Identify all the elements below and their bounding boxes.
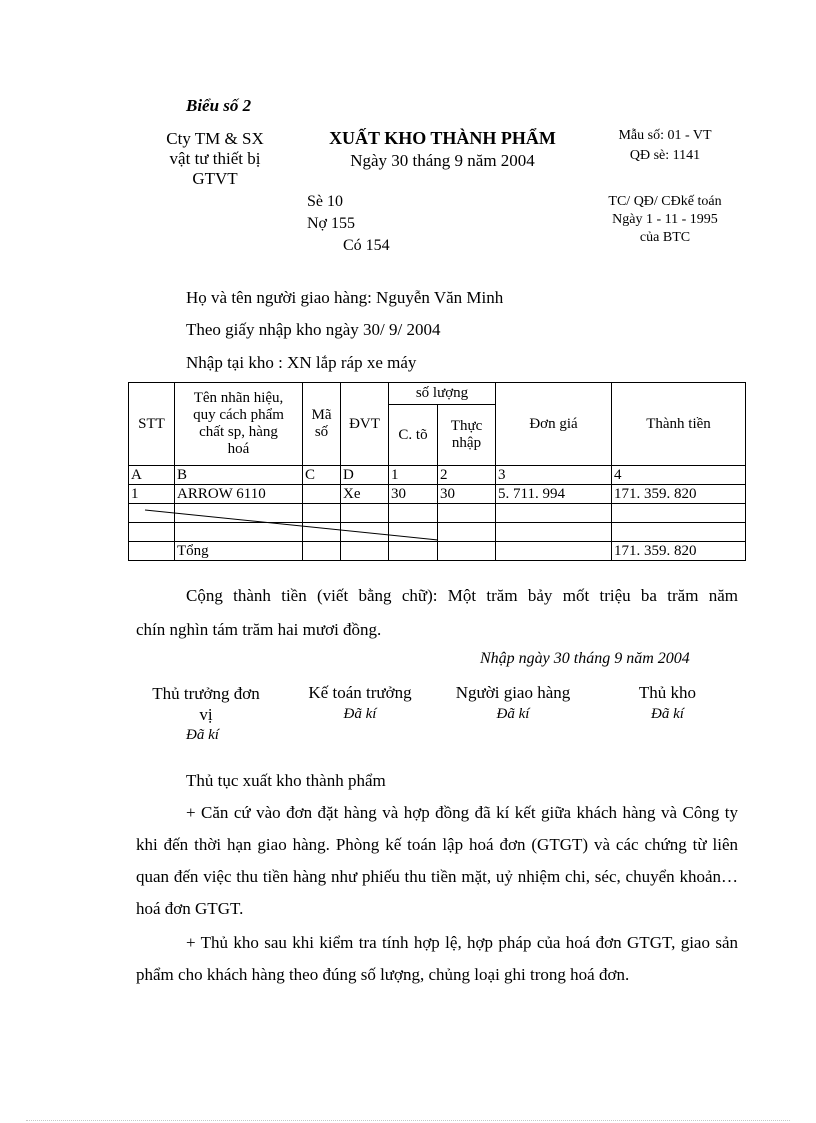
regulation-line: của BTC bbox=[639, 230, 691, 245]
document-date: Ngày 30 tháng 9 năm 2004 bbox=[350, 151, 535, 170]
header-name-line: chất sp, hàng bbox=[199, 424, 278, 440]
deliverer-line: Họ và tên người giao hàng: Nguyễn Văn Minh bbox=[186, 288, 504, 307]
signed-deliverer: Đã kí bbox=[496, 706, 530, 722]
cell-unit-price: 5. 711. 994 bbox=[496, 485, 612, 504]
header-name-line: quy cách phẩm bbox=[193, 407, 284, 423]
debit-account: Nợ 155 bbox=[307, 215, 356, 232]
company-line: Cty TM & SX bbox=[166, 129, 264, 148]
header-name-line: Tên nhãn hiệu, bbox=[193, 390, 284, 406]
header-code-line: Mã bbox=[311, 407, 332, 423]
index-cell: B bbox=[175, 466, 303, 485]
signed-chief-accountant: Đã kí bbox=[343, 706, 377, 722]
signed-head: Đã kí bbox=[186, 727, 219, 743]
header-qty-actual-line: Thực bbox=[450, 418, 483, 434]
index-cell: C bbox=[303, 466, 341, 485]
amount-in-words-line2: chín nghìn tám trăm hai mươi đồng. bbox=[136, 620, 382, 639]
signature-head-line: Thủ trưởng đơn bbox=[152, 684, 260, 703]
signature-deliverer: Người giao hàng bbox=[455, 683, 571, 702]
procedure-paragraph-1: + Căn cứ vào đơn đặt hàng và hợp đồng đã kí kết giữa khách hàng và Công ty khi đến thời hạn giao hàng. Phòng kế toán lập hoá đơn (GTGT) và các chứng từ liên quan đến việc thu tiền hàng như phiếu thu tiền mặt, uỷ nhiệm chi, séc, chuyển khoản… hoá đơn GTGT. bbox=[136, 803, 738, 918]
company-line: GTVT bbox=[192, 169, 238, 188]
cell-stt: 1 bbox=[129, 485, 175, 504]
form-code: Mẫu số: 01 - VT bbox=[618, 128, 712, 143]
procedure-heading: Thủ tục xuất kho thành phẩm bbox=[186, 771, 386, 790]
header-name-line: hoá bbox=[227, 441, 250, 457]
header-qty-document: C. tõ bbox=[389, 405, 438, 466]
cell-name: ARROW 6110 bbox=[175, 485, 303, 504]
total-label: Tổng bbox=[175, 542, 303, 561]
index-cell: 1 bbox=[389, 466, 438, 485]
total-amount: 171. 359. 820 bbox=[612, 542, 746, 561]
signature-storekeeper: Thủ kho bbox=[638, 683, 697, 702]
regulation-line: Ngày 1 - 11 - 1995 bbox=[612, 212, 718, 227]
header-unit-price: Đơn giá bbox=[496, 383, 612, 466]
signature-head bbox=[136, 683, 276, 725]
cell-unit: Xe bbox=[341, 485, 389, 504]
header-quantity: số lượng bbox=[389, 383, 496, 405]
cell-qty-document: 30 bbox=[389, 485, 438, 504]
header-amount: Thành tiền bbox=[612, 383, 746, 466]
regulation-line: TC/ QĐ/ CĐkế toán bbox=[608, 194, 722, 209]
signature-chief-accountant: Kế toán trưởng bbox=[308, 683, 412, 702]
header-stt: STT bbox=[129, 383, 175, 466]
header-unit: ĐVT bbox=[341, 383, 389, 466]
document-title: XUẤT KHO THÀNH PHẨM bbox=[329, 128, 556, 148]
index-cell: 4 bbox=[612, 466, 746, 485]
decision-number: QĐ sè: 1141 bbox=[629, 148, 701, 163]
index-cell: A bbox=[129, 466, 175, 485]
procedure-paragraph-2: + Thủ kho sau khi kiểm tra tính hợp lệ, hợp pháp của hoá đơn GTGT, giao sản phẩm cho khách hàng theo đúng số lượng, chủng loại ghi trong hoá đơn. bbox=[136, 933, 738, 984]
page-divider bbox=[26, 1120, 790, 1121]
index-cell: 2 bbox=[438, 466, 496, 485]
form-number: Biểu số 2 bbox=[186, 96, 252, 115]
signature-date: Nhập ngày 30 tháng 9 năm 2004 bbox=[480, 650, 690, 667]
receipt-line: Theo giấy nhập kho ngày 30/ 9/ 2004 bbox=[186, 320, 441, 339]
voucher-number: Sè 10 bbox=[307, 193, 343, 210]
company-line: vật tư thiết bị bbox=[169, 149, 261, 168]
signature-head-line: vị bbox=[199, 705, 213, 724]
credit-account: Có 154 bbox=[343, 237, 390, 254]
cell-amount: 171. 359. 820 bbox=[612, 485, 746, 504]
header-code-line: số bbox=[314, 424, 329, 440]
header-qty-actual-line: nhập bbox=[451, 435, 482, 451]
index-cell: D bbox=[341, 466, 389, 485]
amount-in-words-line1: Cộng thành tiền (viết bằng chữ): Một trăm bảy mốt triệu ba trăm năm bbox=[186, 586, 738, 605]
cell-qty-actual: 30 bbox=[438, 485, 496, 504]
index-cell: 3 bbox=[496, 466, 612, 485]
warehouse-line: Nhập tại kho : XN lắp ráp xe máy bbox=[186, 353, 417, 372]
signed-storekeeper: Đã kí bbox=[651, 706, 684, 722]
